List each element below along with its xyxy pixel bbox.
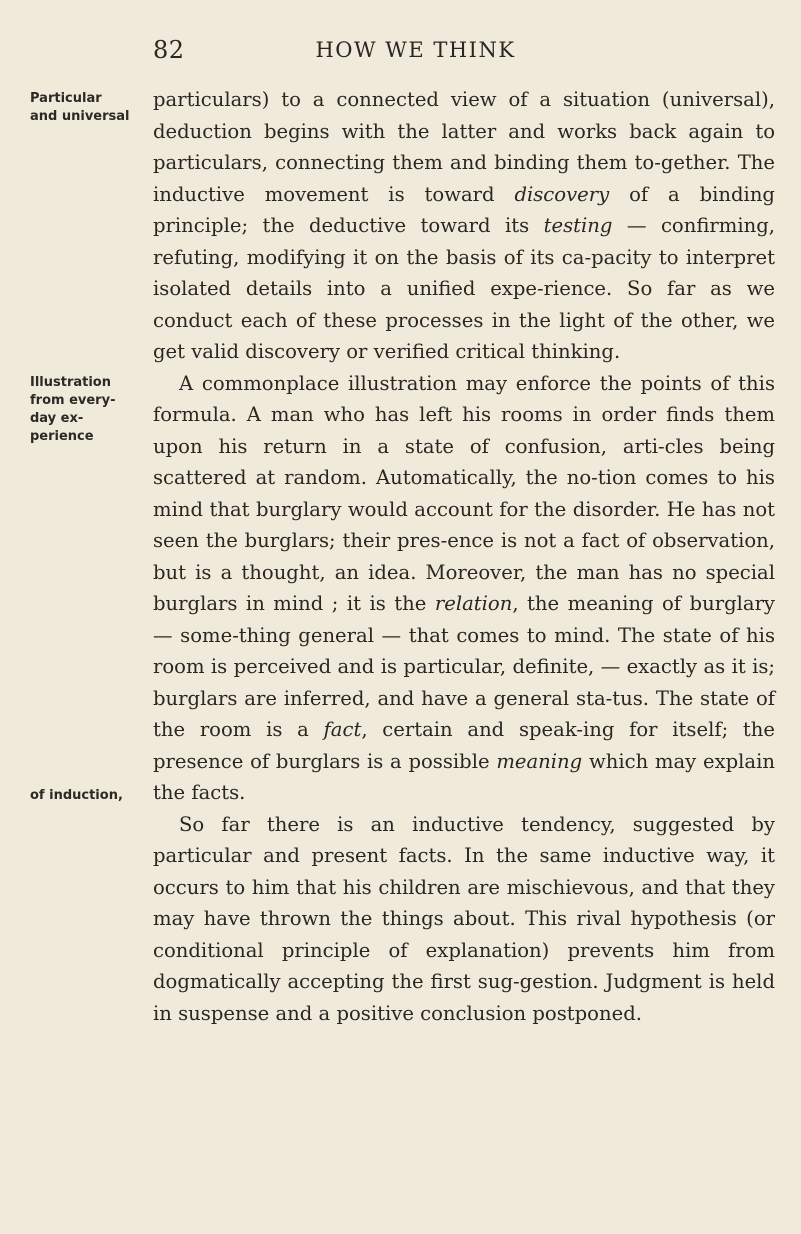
margin-note-particular-universal: Particular and universal [30, 91, 130, 124]
body-text [153, 84, 775, 1029]
margin-note-illustration: Illustration from every-day ex-perience [30, 375, 116, 444]
page-number: 82 [153, 36, 185, 64]
paragraph-1: particulars) to a connected view of a situation (universal), deduction begins with the latter and works back again to particulars, connecting them and binding them to-gether. The inductive movement is toward discovery of a binding principle; the deductive toward its testing — confirming, refuting, modifying it on the basis of its ca-pacity to interpret isolated details into a unified expe-rience. So far as we conduct each of these processes in the light of the other, we get valid discovery or verified critical thinking. [153, 88, 775, 363]
running-head: HOW WE THINK [315, 38, 516, 62]
margin-note-induction: of induction, [30, 788, 123, 803]
paragraph-3: So far there is an inductive tendency, suggested by particular and present facts. In the same inductive way, it occurs to him that his children are mischievous, and that they may have thrown the things about. This rival hypothesis (or conditional principle of explanation) prevents him from dogmatically accepting the first sug-gestion. Judgment is held in suspense and a positive conclusion postponed. [153, 812, 775, 1025]
page-header [0, 36, 801, 66]
paragraph-2: A commonplace illustration may enforce the points of this formula. A man who has left his rooms in order finds them upon his return in a state of confusion, arti-cles being scattered at random. Automatically, the no-tion comes to his mind that burglary would account for the disorder. He has not seen the burglars; their pres-ence is not a fact of observation, but is a thought, an idea. Moreover, the man has no special burglars in mind ; it is the relation, the meaning of burglary — some-thing general — that comes to mind. The state of his room is perceived and is particular, definite, — exactly as it is; burglars are inferred, and have a general sta-tus. The state of the room is a fact, certain and speak-ing for itself; the presence of burglars is a possible meaning which may explain the facts. [153, 371, 776, 804]
